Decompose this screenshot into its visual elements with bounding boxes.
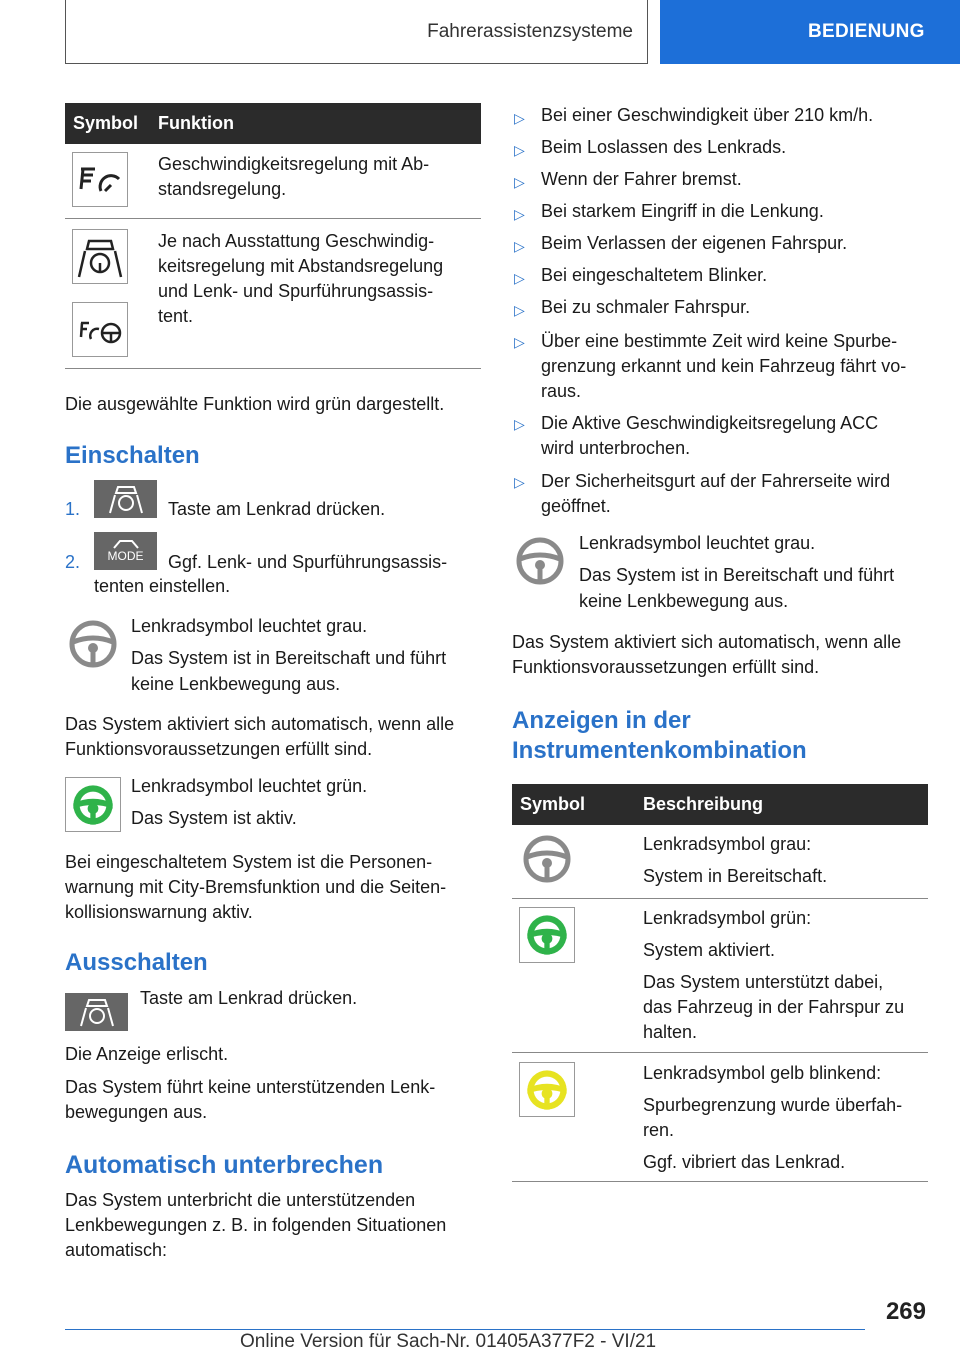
lane-button-icon <box>94 480 157 518</box>
col-function: Funktion <box>158 113 234 133</box>
bullet-icon: ▷ <box>514 206 525 222</box>
desc-yellow-1: Lenkradsymbol gelb blinkend: <box>643 1063 882 1083</box>
step-2-text-cont: tenten einstellen. <box>94 576 231 596</box>
bullet-icon: ▷ <box>514 142 525 158</box>
step-2-text: Ggf. Lenk- und Spurführungsassis- <box>168 552 448 572</box>
bullet-2: Beim Loslassen des Lenkrads. <box>541 137 787 157</box>
bullet-10a: Der Sicherheitsgurt auf der Fahrerseite wird <box>541 471 891 491</box>
row1-text-b: standsregelung. <box>158 179 287 199</box>
divider <box>512 1181 928 1182</box>
bullet-icon: ▷ <box>514 334 525 350</box>
bullet-icon: ▷ <box>514 174 525 190</box>
bullet-7: Bei zu schmaler Fahrspur. <box>541 297 751 317</box>
lane-button-icon <box>65 993 128 1031</box>
divider <box>65 368 481 369</box>
bullet-3: Wenn der Fahrer bremst. <box>541 169 742 189</box>
heading-anzeigen-1: Anzeigen in der <box>512 707 691 734</box>
desc-green-5: halten. <box>643 1022 698 1042</box>
divider <box>65 218 481 219</box>
acc-steering-icon <box>72 302 128 357</box>
heading-einschalten: Einschalten <box>65 442 200 469</box>
col-description: Beschreibung <box>643 794 764 814</box>
heading-anzeigen <box>512 706 807 766</box>
section-title: Fahrerassistenzsysteme <box>427 20 633 42</box>
acc-distance-icon <box>72 152 128 207</box>
divider <box>512 898 928 899</box>
warn-2: warnung mit City-Bremsfunktion und die Seiten- <box>65 877 447 897</box>
bullet-icon: ▷ <box>514 416 525 432</box>
steering-wheel-grey-icon <box>65 618 121 675</box>
right-grey-status-1: Lenkradsymbol leuchtet grau. <box>579 533 816 553</box>
steering-wheel-green-icon <box>519 907 575 963</box>
warn-3: kollisionswarnung aktiv. <box>65 902 253 922</box>
warn-1: Bei eingeschaltetem System ist die Personen- <box>65 852 433 872</box>
step-1-number: 1. <box>65 499 81 519</box>
interrupt-3: automatisch: <box>65 1240 168 1260</box>
desc-yellow-2: Spurbegrenzung wurde überfah- <box>643 1095 903 1115</box>
page-number: 269 <box>885 1298 926 1325</box>
steering-wheel-green-icon <box>65 777 121 832</box>
row2-text-b: keitsregelung mit Abstandsregelung <box>158 256 444 276</box>
bullet-icon: ▷ <box>514 302 525 318</box>
bullet-6: Bei eingeschaltetem Blinker. <box>541 265 768 285</box>
steering-wheel-grey-icon <box>519 833 575 890</box>
bullet-10b: geöffnet. <box>541 496 611 516</box>
row2-text-a: Je nach Ausstattung Geschwindig- <box>158 231 435 251</box>
right-grey-status-3: keine Lenkbewegung aus. <box>579 591 789 611</box>
bullet-8a: Über eine bestimmte Zeit wird keine Spurbe- <box>541 331 898 351</box>
off-line-1: Die Anzeige erlischt. <box>65 1044 229 1064</box>
heading-ausschalten: Ausschalten <box>65 949 208 976</box>
col-symbol: Symbol <box>73 113 139 133</box>
bullet-icon: ▷ <box>514 238 525 254</box>
desc-grey-1: Lenkradsymbol grau: <box>643 834 812 854</box>
step-1-text: Taste am Lenkrad drücken. <box>168 499 386 519</box>
divider <box>512 1052 928 1053</box>
footer-rule <box>65 1329 865 1330</box>
bullet-icon: ▷ <box>514 110 525 126</box>
desc-green-1: Lenkradsymbol grün: <box>643 908 812 928</box>
desc-green-2: System aktiviert. <box>643 940 776 960</box>
interrupt-2: Lenkbewegungen z. B. in folgenden Situationen <box>65 1215 447 1235</box>
auto-activate-2: Funktionsvoraussetzungen erfüllt sind. <box>65 739 373 759</box>
grey-status-1: Lenkradsymbol leuchtet grau. <box>131 616 368 636</box>
right-auto-1: Das System aktiviert sich automatisch, wenn alle <box>512 632 902 652</box>
row2-text-c: und Lenk- und Spurführungsassis- <box>158 281 434 301</box>
footer-text: Online Version für Sach-Nr. 01405A377F2 - VI/21 <box>240 1331 657 1352</box>
off-line-2a: Das System führt keine unterstützenden Lenk- <box>65 1077 436 1097</box>
bullet-icon: ▷ <box>514 270 525 286</box>
lane-assist-icon <box>72 229 128 284</box>
steering-wheel-grey-icon <box>512 535 568 592</box>
auto-activate-1: Das System aktiviert sich automatisch, wenn alle <box>65 714 455 734</box>
row1-text-a: Geschwindigkeitsregelung mit Ab- <box>158 154 430 174</box>
mode-label: MODE <box>107 549 144 563</box>
desc-green-3: Das System unterstützt dabei, <box>643 972 884 992</box>
bullet-4: Bei starkem Eingriff in die Lenkung. <box>541 201 824 221</box>
bullet-1: Bei einer Geschwindigkeit über 210 km/h. <box>541 105 874 125</box>
header-chapter <box>660 0 960 64</box>
bullet-9a: Die Aktive Geschwindigkeitsregelung ACC <box>541 413 879 433</box>
off-text: Taste am Lenkrad drücken. <box>140 988 358 1008</box>
desc-green-4: das Fahrzeug in der Fahrspur zu <box>643 997 905 1017</box>
grey-status-3: keine Lenkbewegung aus. <box>131 674 341 694</box>
interrupt-1: Das System unterbricht die unterstützenden <box>65 1190 416 1210</box>
row2-text-d: tent. <box>158 306 194 326</box>
heading-automatisch: Automatisch unterbrechen <box>65 1151 384 1179</box>
steering-wheel-yellow-icon <box>519 1062 575 1117</box>
desc-yellow-4: Ggf. vibriert das Lenkrad. <box>643 1152 846 1172</box>
off-line-2b: bewegungen aus. <box>65 1102 208 1122</box>
bullet-8c: raus. <box>541 381 582 401</box>
green-status-2: Das System ist aktiv. <box>131 808 297 828</box>
desc-grey-2: System in Bereitschaft. <box>643 866 828 886</box>
bullet-5: Beim Verlassen der eigenen Fahrspur. <box>541 233 848 253</box>
mode-button-icon <box>94 532 157 570</box>
right-grey-status-2: Das System ist in Bereitschaft und führt <box>579 565 895 585</box>
function-table-header <box>65 103 481 144</box>
after-table-text: Die ausgewählte Funktion wird grün dargestellt. <box>65 394 445 414</box>
desc-yellow-3: ren. <box>643 1120 675 1140</box>
bullet-9b: wird unterbrochen. <box>541 438 691 458</box>
header-section <box>65 0 648 64</box>
col-symbol: Symbol <box>520 794 586 814</box>
right-auto-2: Funktionsvoraussetzungen erfüllt sind. <box>512 657 820 677</box>
bullet-8b: grenzung erkannt und kein Fahrzeug fährt vo- <box>541 356 907 376</box>
grey-status-2: Das System ist in Bereitschaft und führt <box>131 648 447 668</box>
step-2-number: 2. <box>65 552 81 572</box>
display-table-header <box>512 784 928 825</box>
heading-anzeigen-2: Instrumentenkombination <box>512 737 807 764</box>
chapter-title: BEDIENUNG <box>808 21 925 42</box>
bullet-icon: ▷ <box>514 474 525 490</box>
green-status-1: Lenkradsymbol leuchtet grün. <box>131 776 368 796</box>
